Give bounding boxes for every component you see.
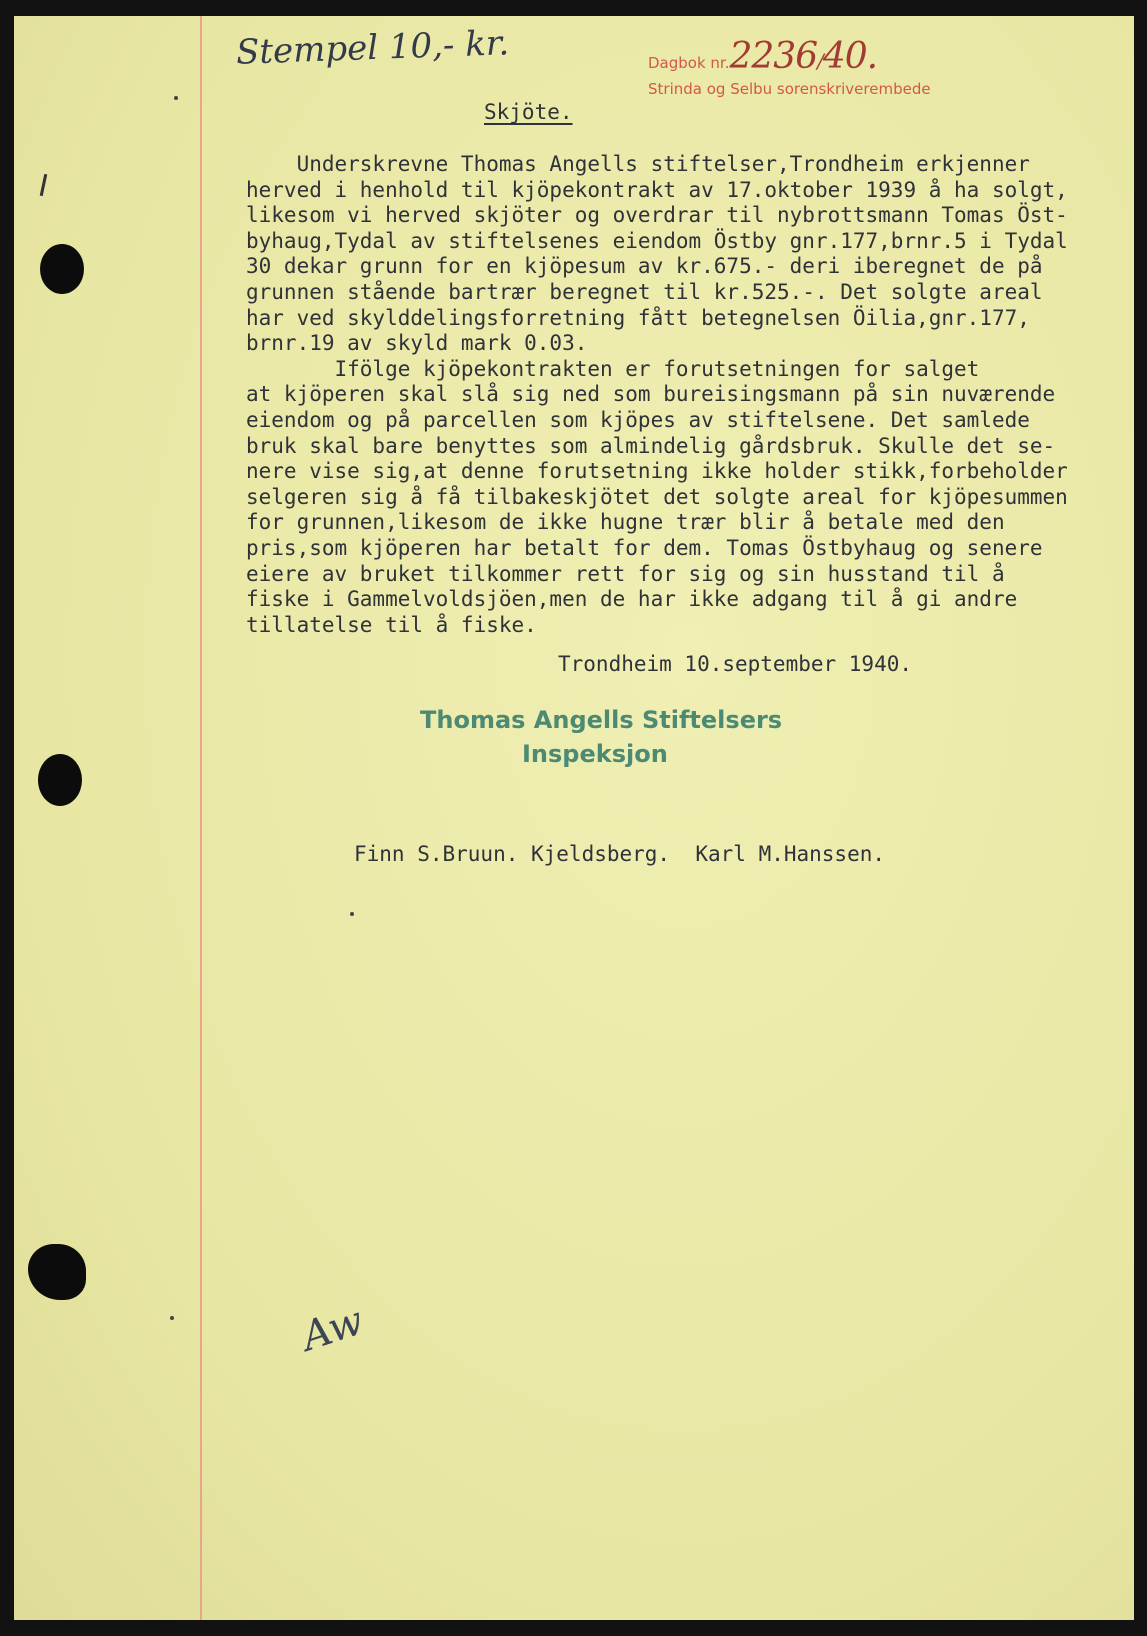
- deed-body-line: grunnen stående bartrær beregnet til kr.525.-. Det solgte areal: [246, 279, 1043, 304]
- signatories: Finn S.Bruun. Kjeldsberg. Karl M.Hanssen.: [354, 842, 886, 866]
- deed-body-line: Ifölge kjöpekontrakten er forutsetningen for salget: [246, 356, 980, 381]
- deed-body-line: byhaug,Tydal av stiftelsenes eiendom Östby gnr.177,brnr.5 i Tydal: [246, 228, 1068, 253]
- deed-body-line: har ved skylddelingsforretning fått betegnelsen Öilia,gnr.177,: [246, 305, 1030, 330]
- deed-body-line: eiere av bruket tilkommer rett for sig og sin husstand til å: [246, 561, 1005, 586]
- document-title: Skjöte.: [484, 100, 573, 124]
- organization-stamp-line2: Inspeksjon: [522, 740, 668, 768]
- place-and-date: Trondheim 10.september 1940.: [558, 652, 913, 676]
- registry-separator: /: [817, 49, 823, 73]
- deed-body-line: fiske i Gammelvoldsjöen,men de har ikke adgang til å gi andre: [246, 587, 1018, 612]
- document-page: [14, 16, 1134, 1620]
- deed-body-line: bruk skal bare benyttes som almindelig gårdsbruk. Skulle det se-: [246, 433, 1056, 458]
- handwritten-stamp-fee-note: Stempel 10,- kr.: [235, 23, 510, 73]
- deed-body-line: brnr.19 av skyld mark 0.03.: [246, 331, 588, 356]
- deed-body-line: selgeren sig å få tilbakeskjötet det solgte areal for kjöpesummen: [246, 484, 1068, 509]
- deed-body-line: eiendom og på parcellen som kjöpes av stiftelsene. Det samlede: [246, 407, 1030, 432]
- handwritten-initials: Aw: [296, 1297, 369, 1361]
- punch-hole-top: [40, 244, 84, 294]
- deed-body: [246, 152, 1068, 638]
- ink-speck: [350, 912, 354, 916]
- registry-office: Strinda og Selbu sorenskriverembede: [648, 80, 931, 98]
- registry-number: 2236: [729, 36, 818, 77]
- registry-stamp: [648, 36, 877, 77]
- registry-stamp-prefix: Dagbok nr.: [648, 54, 730, 72]
- deed-body-line: at kjöperen skal slå sig ned som bureisingsmann på sin nuværende: [246, 382, 1056, 407]
- margin-rule: [200, 16, 202, 1620]
- punch-hole-bottom: [28, 1244, 86, 1300]
- ink-speck: [170, 1316, 174, 1320]
- organization-stamp-line1: Thomas Angells Stiftelsers: [420, 706, 783, 734]
- deed-body-line: nere vise sig,at denne forutsetning ikke holder stikk,forbeholder: [246, 459, 1068, 484]
- deed-body-line: pris,som kjöperen har betalt for dem. Tomas Östbyhaug og senere: [246, 535, 1043, 560]
- deed-body-line: for grunnen,likesom de ikke hugne trær blir å betale med den: [246, 510, 1005, 535]
- deed-body-line: tillatelse til å fiske.: [246, 612, 537, 637]
- deed-body-line: herved i henhold til kjöpekontrakt av 17.oktober 1939 å ha solgt,: [246, 177, 1068, 202]
- ink-speck: [174, 96, 178, 100]
- margin-tick-mark: [40, 174, 48, 196]
- deed-body-line: likesom vi herved skjöter og overdrar til nybrottsmann Tomas Öst-: [246, 203, 1068, 228]
- punch-hole-middle: [38, 754, 82, 806]
- deed-body-line: Underskrevne Thomas Angells stiftelser,Trondheim erkjenner: [246, 152, 1030, 176]
- deed-body-line: 30 dekar grunn for en kjöpesum av kr.675.- deri iberegnet de på: [246, 254, 1043, 279]
- registry-year: 40.: [822, 36, 878, 77]
